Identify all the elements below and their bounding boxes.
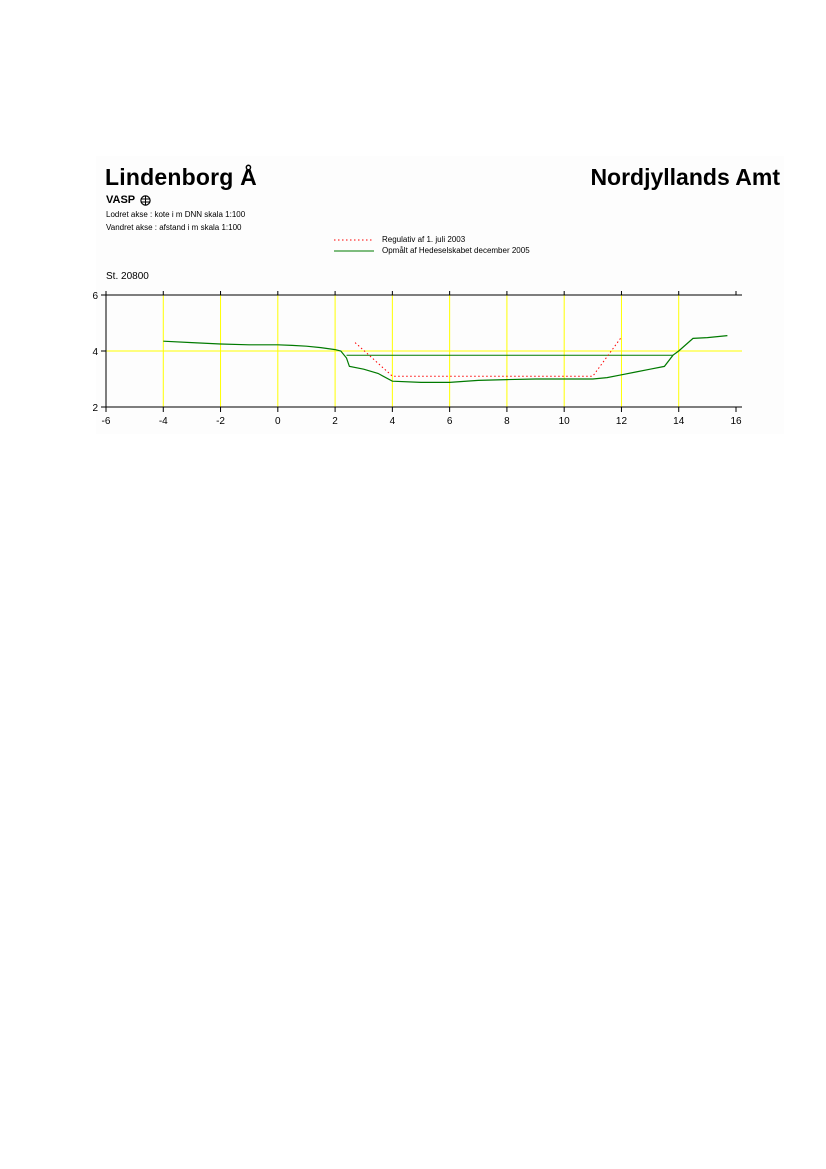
company-name: VASP: [106, 194, 136, 206]
y-tick-label: 2: [92, 403, 98, 414]
series-line-opmaalt: [163, 336, 727, 383]
legend-label-regulativ: Regulativ af 1. juli 2003: [382, 235, 466, 244]
vertical-axis-note: Lodret akse : kote i m DNN skala 1:100: [106, 210, 246, 219]
x-tick-label: 14: [673, 416, 685, 427]
x-tick-label: 6: [446, 416, 453, 427]
legend-label-opmaalt: Opmålt af Hedeselskabet december 2005: [382, 246, 530, 255]
x-tick-label: 2: [332, 416, 338, 427]
x-tick-label: -6: [101, 416, 111, 427]
organization-title: Nordjyllands Amt: [590, 164, 780, 190]
x-tick-label: 16: [730, 416, 742, 427]
x-tick-label: 4: [389, 416, 396, 427]
x-tick-label: 8: [504, 416, 510, 427]
x-tick-label: 10: [558, 416, 570, 427]
y-tick-label: 4: [92, 347, 98, 358]
page-title: Lindenborg Å: [105, 164, 257, 190]
x-tick-label: 12: [615, 416, 628, 427]
horizontal-axis-note: Vandret akse : afstand i m skala 1:100: [106, 223, 242, 232]
station-label: St. 20800: [106, 271, 149, 282]
y-tick-label: 6: [92, 291, 98, 302]
series-line-regulativ: [355, 337, 621, 376]
x-tick-label: -2: [216, 416, 225, 427]
x-tick-label: -4: [158, 416, 168, 427]
x-tick-label: 0: [275, 416, 281, 427]
